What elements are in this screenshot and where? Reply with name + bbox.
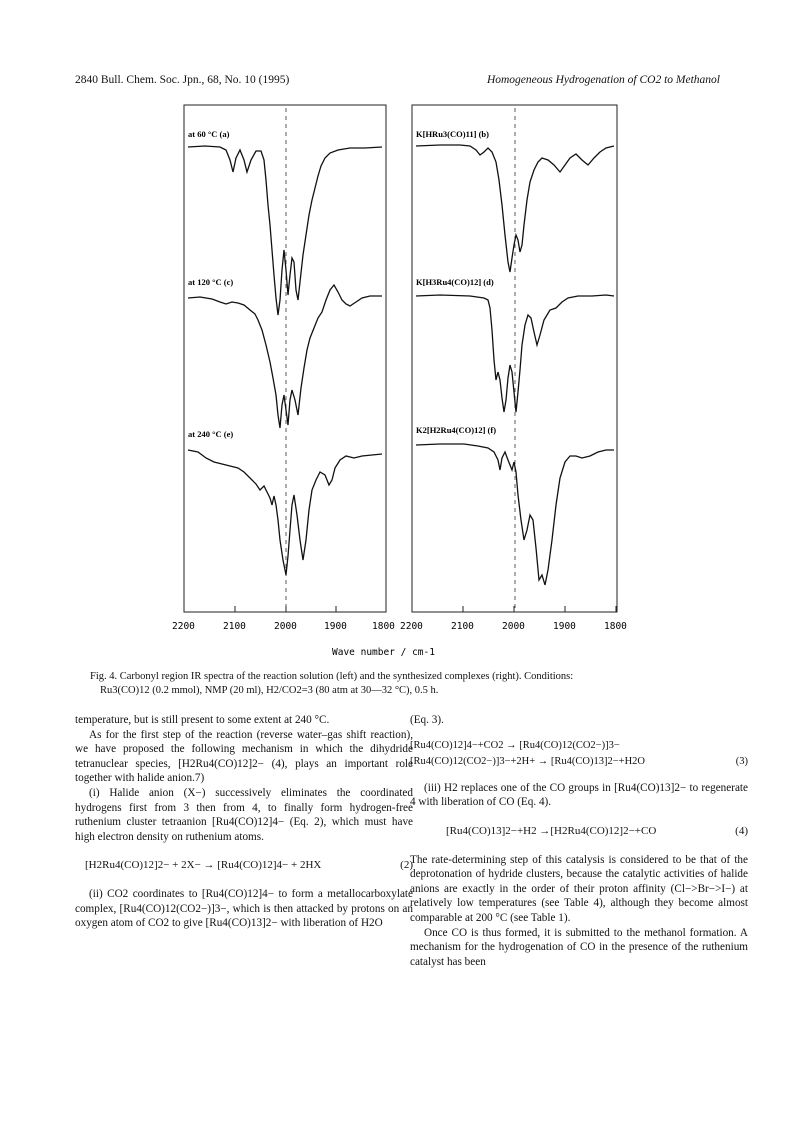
right-paragraph-1: (Eq. 3). — [410, 714, 444, 726]
left-axis-ticks — [184, 606, 386, 612]
equation-3a — [410, 739, 748, 754]
figure-caption — [90, 670, 730, 698]
running-header-left: 2840 Bull. Chem. Soc. Jpn., 68, No. 10 (1995) — [75, 74, 290, 86]
right-paragraph-4: Once CO is thus formed, it is submitted to the methanol formation. A mechanism for the hydrogenation of CO in the presence of the ruthenium catalyst has been — [410, 926, 748, 968]
equation-3-number: (3) — [735, 756, 748, 768]
label-b: K[HRu3(CO)11] (b) — [416, 129, 489, 139]
x-axis-label: Wave number / cm-1 — [332, 647, 435, 658]
label-d: K[H3Ru4(CO)12] (d) — [416, 277, 494, 287]
right-tick-2100: 2100 — [451, 621, 474, 632]
label-a: at 60 °C (a) — [188, 129, 230, 139]
spectrum-c — [188, 285, 382, 428]
right-tick-2200: 2200 — [400, 621, 423, 632]
right-axis-ticks — [412, 606, 616, 612]
left-tick-1900: 1900 — [324, 621, 347, 632]
caption-line-2: Ru3(CO)12 (0.2 mmol), NMP (20 ml), H2/CO2=3 (80 atm at 30—32 °C), 0.5 h. — [100, 685, 439, 696]
right-text-column — [410, 713, 748, 969]
caption-line-1: Fig. 4. Carbonyl region IR spectra of the reaction solution (left) and the synthesized complexes (right). Conditions: — [90, 671, 574, 682]
left-paragraph-2: As for the first step of the reaction (reverse water–gas shift reaction), we have proposed the following mechanism in which the dihydride tetranuclear species, [H2Ru4(CO)12]2− (4), plays an important role together with halide anion.7) — [75, 728, 413, 785]
right-tick-2000: 2000 — [502, 621, 525, 632]
spectrum-f — [416, 444, 614, 585]
right-paragraph-2: (iii) H2 replaces one of the CO groups in [Ru4(CO)13]2− to regenerate 4 with liberation of CO (Eq. 4). — [410, 781, 748, 809]
label-c: at 120 °C (c) — [188, 277, 234, 287]
right-tick-1800: 1800 — [604, 621, 627, 632]
left-tick-2000: 2000 — [274, 621, 297, 632]
left-paragraph-4: (ii) CO2 coordinates to [Ru4(CO)12]4− to form a metallocarboxylate complex, [Ru4(CO)12(CO2−)]3−, which is then attacked by protons on an oxygen atom of CO2 to give [Ru4(CO)13]2− with liberation of H2O — [75, 887, 413, 930]
spectrum-d — [416, 295, 614, 412]
equation-4-number: (4) — [735, 824, 748, 837]
left-tick-2100: 2100 — [223, 621, 246, 632]
left-tick-1800: 1800 — [372, 621, 395, 632]
running-header-right: Homogeneous Hydrogenation of CO2 to Methanol — [486, 74, 720, 86]
equation-4-body: [Ru4(CO)13]2−+H2 →[H2Ru4(CO)12]2−+CO — [446, 824, 657, 837]
equation-3b — [410, 755, 748, 770]
right-paragraph-3: The rate-determining step of this catalysis is considered to be that of the deprotonation of hydride clusters, because the catalytic activities of halide anions are exactly in the order of their proton affinity (Cl−>Br−>I−) at relatively low temperatures (see Table 4), although they become almost comparable at 200 °C (see Table 1). — [410, 853, 748, 924]
left-panel-frame — [184, 105, 386, 612]
right-panel-frame — [412, 105, 617, 612]
left-tick-2200: 2200 — [172, 621, 195, 632]
spectrum-a — [188, 146, 382, 315]
equation-3b-body: [Ru4(CO)12(CO2−)]3−+2H+ → [Ru4(CO)13]2−+H2O — [410, 756, 646, 768]
equation-3a-body: [Ru4(CO)12]4−+CO2 → [Ru4(CO)12(CO2−)]3− — [410, 739, 620, 751]
left-paragraph-3: (i) Halide anion (X−) successively eliminates the coordinated hydrogens first from 3 then from 4, to finally form hydrogen-free ruthenium cluster tetraanion [Ru4(CO)12]4− (Eq. 2), which must have high electron density on ruthenium atoms. — [75, 786, 413, 843]
left-paragraph-1: temperature, but is still present to some extent at 240 °C. — [75, 714, 330, 726]
equation-2-number: (2) — [400, 859, 413, 872]
label-f: K2[H2Ru4(CO)12] (f) — [416, 425, 497, 435]
left-text-column — [75, 713, 413, 931]
equation-4 — [410, 824, 748, 839]
right-tick-1900: 1900 — [553, 621, 576, 632]
label-e: at 240 °C (e) — [188, 429, 234, 439]
spectrum-e — [188, 450, 382, 575]
equation-2 — [75, 858, 413, 873]
equation-2-body: [H2Ru4(CO)12]2− + 2X− → [Ru4(CO)12]4− + 2HX — [85, 859, 322, 872]
